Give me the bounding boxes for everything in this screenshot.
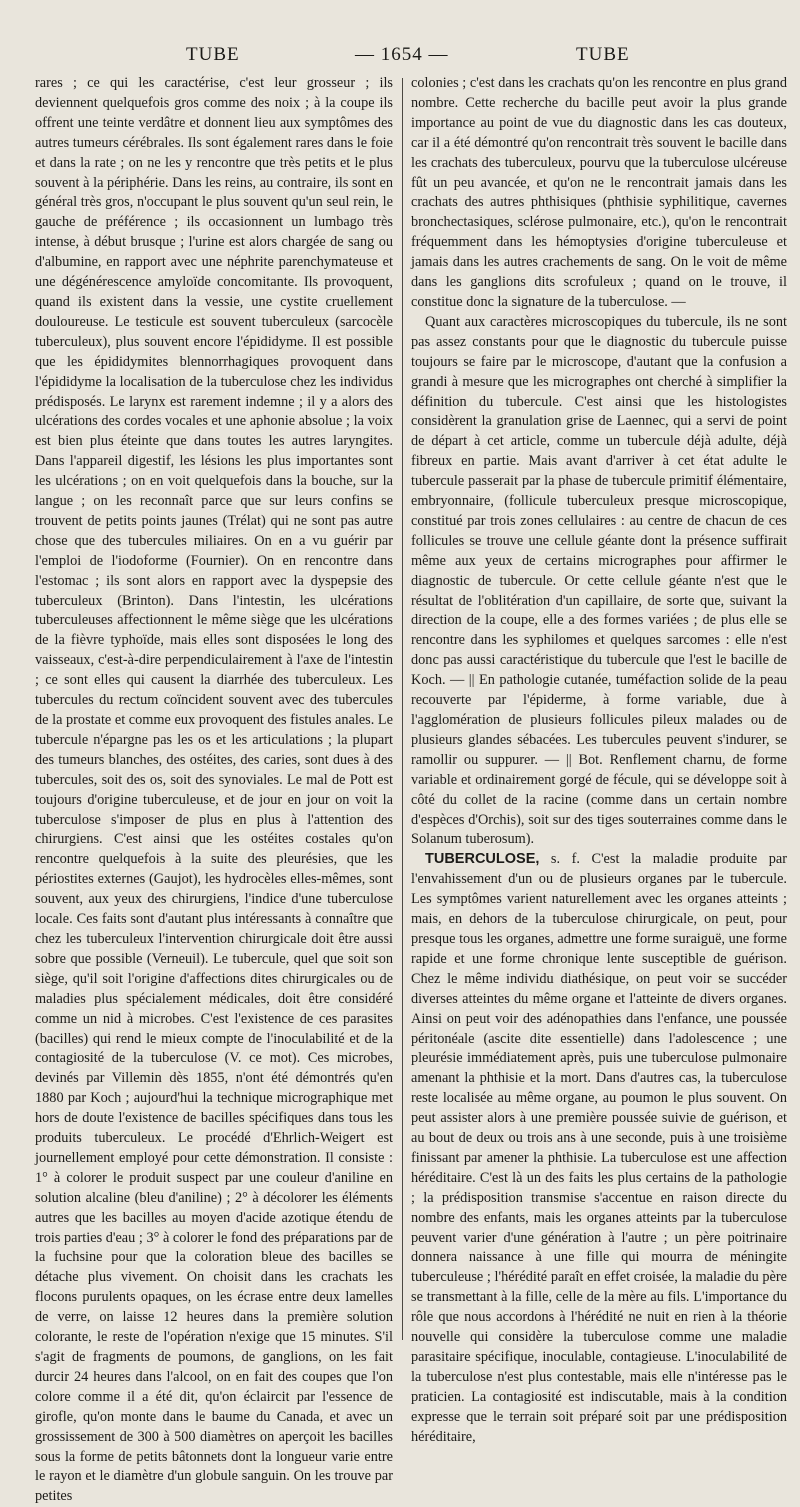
header-guide-word-left: TUBE <box>186 44 240 65</box>
left-column-text: rares ; ce qui les caractérise, c'est leur grosseur ; ils deviennent quelquefois gros comme des noix ; à la coupe ils offrent une teinte verdâtre et donnent lieu aux symptômes des autres tumeurs cérébrales. Ils sont également rares dans le foie et dans la rate ; on ne les y rencontre que très petits et le plus souvent à la périphérie. Dans les reins, au contraire, ils sont en général très gros, n'occupant le plus souvent qu'un seul rein, le gauche de préférence ; ils occasionnent un lumbago très intense, à début brusque ; l'urine est alors chargée de sang ou d'albumine, en rapport avec une néphrite parenchymateuse et une dégénérescence amyloïde concomitante. Ils provoquent, quand ils existent dans la vessie, une cystite cruellement douloureuse. Le testicule est souvent tuberculeux (sarcocèle tuberculeux), plus souvent encore l'épididyme. Il est possible que les épididymites blennorrhagiques provoquent dans l'épididyme la localisation de la tuberculose chez les individus prédisposés. Le larynx est rarement indemne ; il y a alors des ulcérations des cordes vocales et une aphonie absolue ; la voix est bien plus éteinte que dans toutes les autres laryngites. Dans l'appareil digestif, les lésions les plus importantes sont les ulcérations ; on en voit quelquefois dans la bouche, sur la langue ; on les reconnaît parce que sur leurs confins se trouvent de petits points jaunes (Trélat) qui ne sont pas autre chose que des tubercules miliaires. On en a vu guérir par l'emploi de l'iodoforme (Fournier). On en rencontre dans l'estomac ; ils sont alors en rapport avec la dyspepsie des tuberculeux (Brinton). Dans l'intestin, les ulcérations tuberculeuses affectionnent le même siège que les ulcérations de la fièvre typhoïde, mais elles sont disposées le long des vaisseaux, c'est-à-dire perpendiculairement à l'axe de l'intestin ; ce sont elles qui causent la diarrhée des tuberculeux. Les tubercules du rectum coïncident souvent avec des tubercules de la prostate et comme eux provoquent des fistules anales. Le tubercule n'épargne pas les os et les articulations ; la plupart des tumeurs blanches, des ostéites, des caries, sont dues à des tubercules, soit des os, soit des synoviales. Le mal de Pott est toujours d'origine tuberculeuse, et de jour en jour on voit la tuberculose s'imposer de plus en plus à l'attention des chirurgiens. C'est ainsi que les ostéites costales qu'on rencontre quelquefois à la suite des pleurésies, que les périostites externes (Gaujot), les hydrocèles elles-mêmes, sont souvent, aux yeux des chirurgiens, l'indice d'une tuberculose locale. Ces faits sont d'autant plus intéressants à connaître que chez les tuberculeux l'intervention chirurgicale doit être aussi sobre que possible (Verneuil). Le tubercule, quel que soit son siège, qu'il soit l'origine d'affections dites chirurgicales ou de maladies plus spécialement médicales, doit être considéré comme un nid à microbes. C'est l'existence de ces parasites (bacilles) qui rend le mieux compte de l'inoculabilité et de la contagiosité de la tuberculose (V. ce mot). Ces microbes, devinés par Villemin dès 1855, n'ont été démontrés qu'en 1880 par Koch ; aujourd'hui la technique micrographique met hors de doute l'existence de bacilles spécifiques dans tous les produits tuberculeux. Le procédé d'Ehrlich-Weigert est journellement employé pour cette démonstration. Il consiste : 1° à colorer le produit suspect par une couleur d'aniline en solution alcaline (bleu d'aniline) ; 2° à décolorer les éléments autres que les bacilles au moyen d'acide azotique étendu de trois parties d'eau ; 3° à colorer le fond des préparations par de la fuchsine pour que la coloration bleue des bacilles se détache plus vivement. On choisit dans les crachats les flocons purulents opaques, on les écrase entre deux lamelles de verre, on laisse 12 heures dans la première solution colorante, le reste de l'opération n'exige que 15 minutes. S'il s'agit de fragments de poumons, de ganglions, on les fait durcir 24 heures dans l'alcool, on en fait des coupes que l'on colore comme il a été dit, qu'on éclaircit par l'essence de girofle, qu'on monte dans le baume du Canada, et avec un grossissement de 300 à 500 diamètres on aperçoit les bacilles sous la forme de petits bâtonnets dont la longueur varie entre le rayon et le diamètre d'un globule sanguin. On les trouve par petites <box>35 75 393 1505</box>
page-number: — 1654 — <box>355 44 449 65</box>
left-column <box>35 74 393 1505</box>
column-divider <box>402 78 403 1340</box>
right-column <box>411 74 787 1445</box>
right-paragraph-microscopic: Quant aux caractères microscopiques du tubercule, ils ne sont pas assez constants pour que le diagnostic du tubercule puisse toujours se faire par le microscope, d'autant que la confusion a grandi à mesure que les micrographes ont cherché à simplifier la définition du tubercule. C'est ainsi que les histologistes considèrent la granulation grise de Laennec, qui a servi de point de départ à cet article, comme un tubercule déjà adulte, déjà fibreux en partie. Mais avant d'arriver à cet état adulte le tubercule passerait par la phase de tubercule primitif élémentaire, embryonnaire, (follicule tuberculeux presque microscopique, constitué par trois zones cellulaires : au centre de chacun de ces follicules se trouve une cellule géante dont la présence suffirait même aux yeux de certains micrographes pour affirmer le diagnostic de tubercule. Or cette cellule géante n'est que le résultat de l'oblitération d'un capillaire, de sorte que, suivant la direction de la coupe, elle a des formes variées ; de plus elle se rencontre dans les syphilomes et quelques sarcomes : elle n'est donc pas aussi caractéristique du tubercule que l'est le bacille de Koch. — || En pathologie cutanée, tuméfaction solide de la peau recouverte par l'épiderme, à forme variable, due à l'agglomération de plusieurs follicules pileux malades ou de plusieurs glandes sébacées. Les tubercules peuvent s'indurer, se ramollir ou suppurer. — || Bot. Renflement charnu, de forme variable et ordinairement gorgé de fécule, qui se développe soit à côté du collet de la racine (comme dans un certain nombre d'espèces d'Orchis), soit sur des tiges souterraines comme dans le Solanum tuberosum). <box>411 313 787 848</box>
right-paragraph-colonies: colonies ; c'est dans les crachats qu'on les rencontre en plus grand nombre. Cette recherche du bacille peut avoir la plus grande importance au point de vue du diagnostic dans les cas douteux, car il a été démontré qu'on rencontrait très souvent le bacille dans les crachats des tuberculeux, pourvu que la tuberculose ulcéreuse fût un peu avancée, et qu'on ne le rencontrait jamais dans les crachats des autres phthisiques (phthisie syphilitique, cavernes bronchectasiques, sclérose pulmonaire, etc.), qu'on le rencontrait fréquemment dans les hémoptysies d'origine tuberculeuse et jamais dans les autres crachements de sang. On le voit de même dans les ganglions dits scrofuleux ; quand on le trouve, il constitue donc la signature de la tuberculose. — <box>411 75 787 310</box>
entry-headword: TUBERCULOSE, <box>425 851 540 868</box>
running-header <box>0 40 800 74</box>
entry-body: s. f. C'est la maladie produite par l'envahissement d'un ou de plusieurs organes par le tubercule. Les symptômes varient naturellement avec les organes atteints ; mais, en dehors de la tuberculose chirurgicale, on peut, pour presque tous les organes, admettre une forme suraiguë, une forme rapide et une forme chronique lente susceptible de guérison. Chez le même individu diathésique, on peut voir se succéder diverses atteintes du même organe et l'atteinte de divers organes. Ainsi on peut voir des adénopathies dans l'enfance, une poussée péritonéale (ascite dite essentielle) dans l'adolescence ; une pleurésie immédiatement après, puis une tuberculose pulmonaire amenant la phthisie et la mort. Dans d'autres cas, la tuberculose reste localisée au même organe, au poumon le plus souvent. On peut assister alors à une première poussée suivie de guérison, et au bout de deux ou trois ans à une seconde, puis à une troisième finissant par amener la phthisie. La tuberculose est une affection héréditaire. C'est là un des faits les plus certains de la pathologie ; la prédisposition transmise s'accentue en raison directe du nombre des enfants, mais les organes atteints par la tuberculose peuvent varier d'une génération à l'autre ; un père poitrinaire donnera naissance à une fille qui mourra de méningite tuberculeuse ; l'hérédité paraît en effet croisée, la maladie du père se transmettant à la fille, celle de la mère au fils. L'importance du rôle que nous accordons à l'hérédité ne nuit en rien à la théorie nouvelle qui considère la tuberculose comme une maladie parasitaire spécifique, inoculable, contagieuse. L'inoculabilité de la tuberculose n'est plus contestable, mais elle n'intéresse pas le praticien. La contagiosité est indiscutable, mais à la condition expresse que le terrain soit préparé soit par une prédisposition héréditaire, <box>411 851 787 1445</box>
header-guide-word-right: TUBE <box>576 44 630 65</box>
entry-tuberculose <box>411 850 787 1447</box>
